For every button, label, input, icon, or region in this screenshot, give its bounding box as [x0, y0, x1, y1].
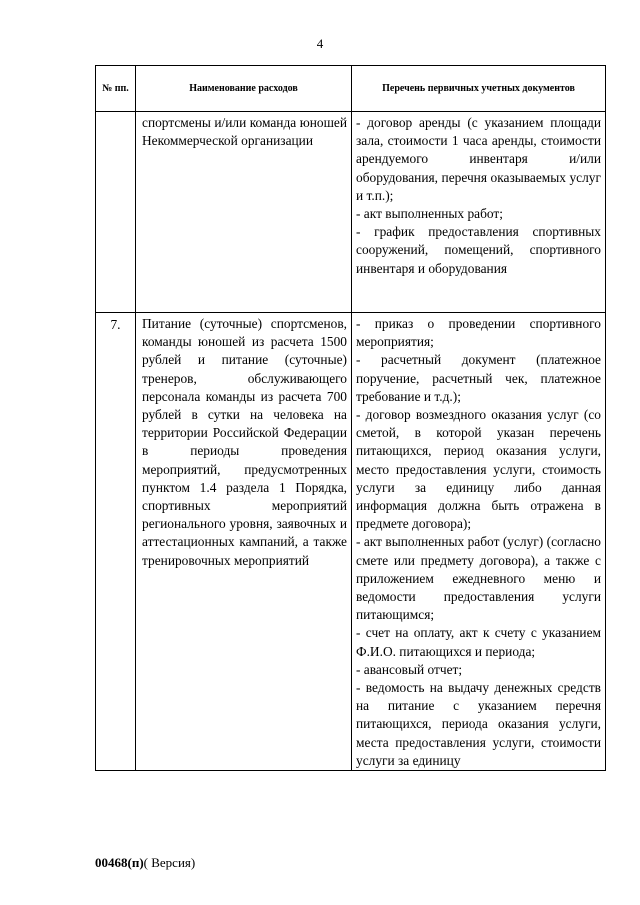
document-version: ( Версия) — [143, 855, 196, 870]
document-footer — [95, 855, 195, 871]
document-item: - акт выполненных работ; — [356, 206, 503, 222]
header-num: № пп. — [96, 66, 136, 112]
document-item: - расчетный документ (платежное поручение, расчетный чек, платежное требование и т.д.); — [356, 352, 601, 404]
header-documents: Перечень первичных учетных документов — [352, 66, 606, 112]
table-row — [96, 112, 606, 313]
documents-cell — [352, 112, 606, 313]
page-number: 4 — [316, 36, 324, 51]
row-number — [96, 112, 136, 313]
expense-cell — [136, 112, 352, 313]
expense-text: Питание (суточные) спортсменов, команды юношей из расчета 1500 рублей и питание (суточные) тренеров, обслуживающего персонала команды из расчета 700 рублей в сутки на человека на территории Российской Федерации в периоды проведения мероприятий, предусмотренных пунктом 1.4 раздела 1 Порядка, спортивных мероприятий регионального уровня, заявочных и аттестационных кампаний, а также тренировочных мероприятий — [142, 316, 347, 568]
document-item: - счет на оплату, акт к счету с указанием Ф.И.О. питающихся и периода; — [356, 625, 601, 659]
document-item: - график предоставления спортивных сооружений, помещений, спортивного инвентаря и оборудования — [356, 224, 601, 276]
document-item: - акт выполненных работ (услуг) (согласно смете или предмету договора), а также с приложением ежедневного меню и ведомости предоставления услуги питающимся; — [356, 534, 601, 623]
expense-cell — [136, 313, 352, 771]
header-expense: Наименование расходов — [136, 66, 352, 112]
row-number: 7. — [96, 313, 136, 771]
document-item: - договор возмездного оказания услуг (со сметой, в которой указан перечень питающихся, период оказания услуги, место предоставления услуги, стоимость услуги за единицу либо данная информация должна быть отражена в предмете договора); — [356, 407, 601, 532]
document-item: - авансовый отчет; — [356, 661, 463, 677]
document-code: 00468(п) — [95, 855, 144, 870]
documents-cell — [352, 313, 606, 771]
expense-text: спортсмены и/или команда юношей Некоммерческой организации — [142, 115, 347, 149]
table-row — [96, 313, 606, 771]
document-item: - договор аренды (с указанием площади зала, стоимости 1 часа аренды, стоимости арендуемого инвентаря и/или оборудования, перечня оказываемых услуг и т.п.); — [356, 115, 601, 203]
document-item: - приказ о проведении спортивного мероприятия; — [356, 316, 601, 350]
expenses-table — [95, 65, 606, 771]
table-header-row — [96, 66, 606, 112]
document-item: - ведомость на выдачу денежных средств на питание с указанием перечня питающихся, периода оказания услуги, места предоставления услуги, стоимости услуги за единицу — [356, 680, 601, 768]
